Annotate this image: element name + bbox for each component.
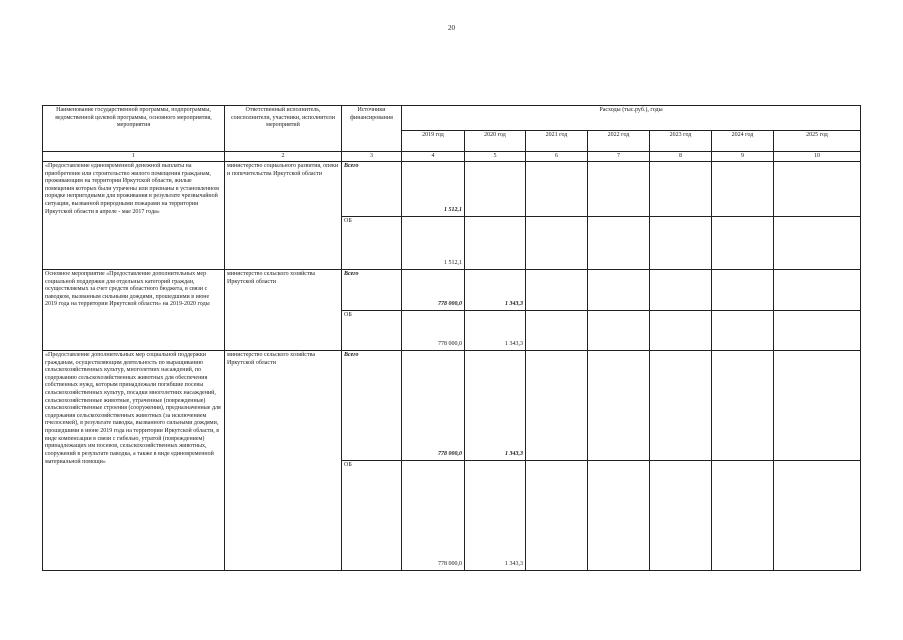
- table-row: [43, 162, 861, 217]
- total-2019: 1 512,1: [402, 162, 465, 217]
- col-number: 6: [526, 152, 588, 162]
- col-number: 5: [465, 152, 526, 162]
- col-number: 1: [43, 152, 225, 162]
- activity-executor: министерство сельского хозяйства Иркутской области: [225, 351, 342, 571]
- source-ob-label: ОБ: [342, 217, 402, 270]
- activity-name: «Предоставление дополнительных мер социальной поддержки гражданам, осуществляющим деятельность по выращиванию сельскохозяйственных культур, многолетних насаждений, по содержанию сельскохозяйственных животных для обеспечения собственных нужд, которым принадлежали погибшие посевы сельскохозяйственных культур, посадки многолетних насаждений, сельскохозяйственные животные, утраченные (поврежденные) сельскохозяйственные строения (сооружения), предназначенные для содержания сельскохозяйственных животных (за исключением пчелосемей), в результате паводка, вызванного сильными дождями, прошедшими в июне 2019 года на территории Иркутской области, в виде компенсации в связи с гибелью, утратой (повреждением) принадлежащих им посевов, сельскохозяйственных животных, сооружений в результате паводка, а также в виде единовременной материальной помощи»: [43, 351, 225, 571]
- activity-executor: министерство социального развития, опеки и попечительства Иркутской области: [225, 162, 342, 270]
- col-number: 3: [342, 152, 402, 162]
- total-2020: [465, 162, 526, 217]
- header-year: 2023 год: [650, 131, 712, 152]
- page-number: 20: [448, 24, 455, 32]
- ob-2019: 1 512,1: [402, 217, 465, 270]
- ob-2019: 778 000,0: [402, 461, 465, 571]
- header-year: 2024 год: [712, 131, 774, 152]
- col-number: 2: [225, 152, 342, 162]
- header-year: 2025 год: [774, 131, 861, 152]
- col-number: 4: [402, 152, 465, 162]
- activity-executor: министерство сельского хозяйства Иркутской области: [225, 270, 342, 351]
- ob-2020: 1 343,3: [465, 311, 526, 351]
- ob-2020: 1 343,3: [465, 461, 526, 571]
- source-ob-label: ОБ: [342, 311, 402, 351]
- header-year: 2019 год: [402, 131, 465, 152]
- header-year: 2022 год: [588, 131, 650, 152]
- source-ob-label: ОБ: [342, 461, 402, 571]
- header-source: Источники финансирования: [342, 106, 402, 152]
- activity-name: Основное мероприятие «Предоставление дополнительных мер социальной поддержки для отдельных категорий граждан, осуществляемых за счет средств областного бюджета, в связи с паводком, вызванным сильными дождями, прошедшими в июне 2019 года на территории Иркутской области» на 2019-2020 годы: [43, 270, 225, 351]
- header-year: 2020 год: [465, 131, 526, 152]
- col-number: 8: [650, 152, 712, 162]
- ob-2020: [465, 217, 526, 270]
- budget-table: [42, 105, 861, 571]
- header-expenses: Расходы (тыс.руб.), годы: [402, 106, 861, 131]
- header-executor: Ответственный исполнитель, соисполнители, участники, исполнители мероприятий: [225, 106, 342, 152]
- col-number: 7: [588, 152, 650, 162]
- source-total-label: Всего: [342, 270, 402, 311]
- total-2020: 1 343,3: [465, 270, 526, 311]
- total-2020: 1 343,3: [465, 351, 526, 461]
- source-total-label: Всего: [342, 162, 402, 217]
- table-row: [43, 270, 861, 311]
- total-2019: 778 000,0: [402, 270, 465, 311]
- activity-name: «Предоставление единовременной денежной выплаты на приобретение или строительство жилого помещения гражданам, проживающим на территории Иркутской области, жилые помещения которых были утрачены или признаны в установленном порядке непригодными для проживания в результате чрезвычайной ситуации, вызванной природными пожарами на территории Иркутской области в апреле - мае 2017 года»: [43, 162, 225, 270]
- total-2019: 778 000,0: [402, 351, 465, 461]
- source-total-label: Всего: [342, 351, 402, 461]
- col-number: 10: [774, 152, 861, 162]
- table-row: [43, 351, 861, 461]
- ob-2019: 778 000,0: [402, 311, 465, 351]
- col-number: 9: [712, 152, 774, 162]
- header-year: 2021 год: [526, 131, 588, 152]
- header-name: Наименование государственной программы, подпрограммы, ведомственной целевой программы, основного мероприятия, мероприятия: [43, 106, 225, 152]
